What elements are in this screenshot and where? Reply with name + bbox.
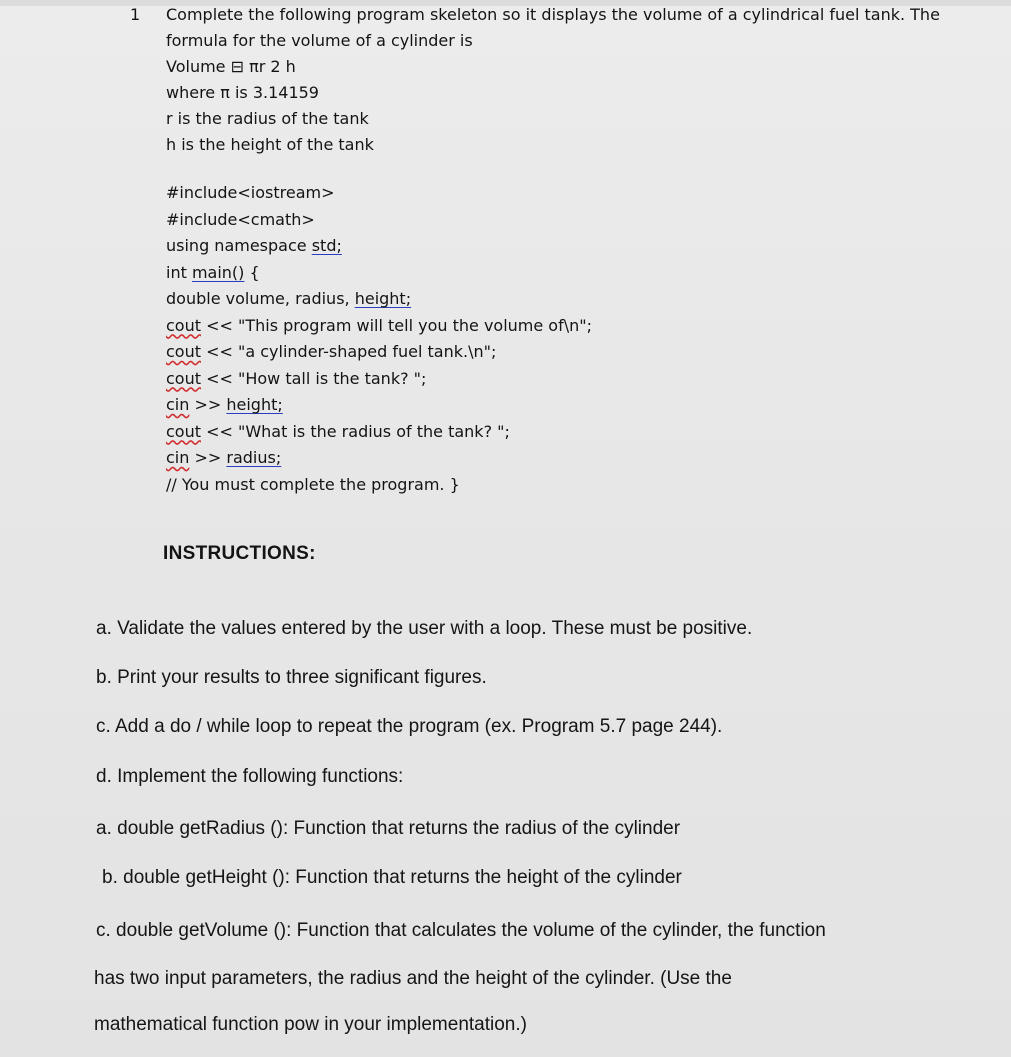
int-keyword: int xyxy=(166,262,192,282)
cin-op: >> xyxy=(189,448,227,467)
cout-token: cout xyxy=(166,342,201,361)
include-cmath: #include<cmath> xyxy=(166,209,315,229)
instruction-c: c. Add a do / while loop to repeat the program (ex. Program 5.7 page 244). xyxy=(96,716,723,737)
main-token: main() xyxy=(191,262,245,282)
code-line xyxy=(166,419,966,446)
problem-line: r is the radius of the tank xyxy=(166,109,369,128)
cin-op: >> xyxy=(189,395,227,414)
problem-line: formula for the volume of a cylinder is xyxy=(166,31,473,50)
include-iostream: #include<iostream> xyxy=(166,183,335,202)
question-number: 1 xyxy=(130,5,141,24)
instruction-d: d. Implement the following functions: xyxy=(96,766,404,787)
problem-line: where π is 3.14159 xyxy=(166,83,319,102)
problem-line: Complete the following program skeleton so it displays the volume of a cylindrical fuel tank. The xyxy=(166,5,940,24)
code-line xyxy=(166,207,966,234)
problem-statement xyxy=(166,2,996,158)
problem-line: h is the height of the tank xyxy=(166,135,374,154)
code-line xyxy=(166,180,966,207)
cout-token: cout xyxy=(166,421,201,441)
cout-text: << "This program will tell you the volume of\n"; xyxy=(201,315,592,335)
radius-token: radius; xyxy=(226,448,282,467)
cin-token: cin xyxy=(166,448,190,467)
function-get-volume-cont: has two input parameters, the radius and the height of the cylinder. (Use the xyxy=(94,968,732,989)
code-line xyxy=(166,472,966,499)
cout-token: cout xyxy=(166,315,201,335)
code-line xyxy=(166,366,966,393)
code-comment: // You must complete the program. } xyxy=(166,474,460,494)
code-line xyxy=(166,233,966,260)
function-get-volume: c. double getVolume (): Function that calculates the volume of the cylinder, the function xyxy=(96,920,826,941)
function-get-volume-cont: mathematical function pow in your implementation.) xyxy=(94,1014,527,1035)
std-token: std; xyxy=(311,236,342,255)
code-line xyxy=(166,392,966,419)
formula-line: Volume ⊟ πr 2 h xyxy=(166,57,296,76)
instruction-b: b. Print your results to three significant figures. xyxy=(96,667,487,688)
double-decl: double volume, radius, xyxy=(166,289,355,308)
code-line xyxy=(166,339,966,366)
cin-token: cin xyxy=(166,395,190,414)
code-line xyxy=(166,313,966,340)
cout-text: << "a cylinder-shaped fuel tank.\n"; xyxy=(201,342,497,361)
using-keyword: using namespace xyxy=(166,236,312,255)
height-token: height; xyxy=(226,395,283,414)
code-line xyxy=(166,260,966,287)
instruction-a: a. Validate the values entered by the user with a loop. These must be positive. xyxy=(96,618,753,639)
cout-text: << "How tall is the tank? "; xyxy=(201,368,427,388)
function-get-height: b. double getHeight (): Function that returns the height of the cylinder xyxy=(102,867,682,888)
code-line xyxy=(166,286,966,313)
code-skeleton xyxy=(166,180,966,498)
height-token: height; xyxy=(354,289,412,308)
instructions-heading: INSTRUCTIONS: xyxy=(163,543,316,564)
cout-token: cout xyxy=(166,368,201,388)
code-line xyxy=(166,445,966,472)
function-get-radius: a. double getRadius (): Function that returns the radius of the cylinder xyxy=(96,818,681,839)
brace-open: { xyxy=(244,262,260,282)
cout-text: << "What is the radius of the tank? "; xyxy=(201,421,510,441)
